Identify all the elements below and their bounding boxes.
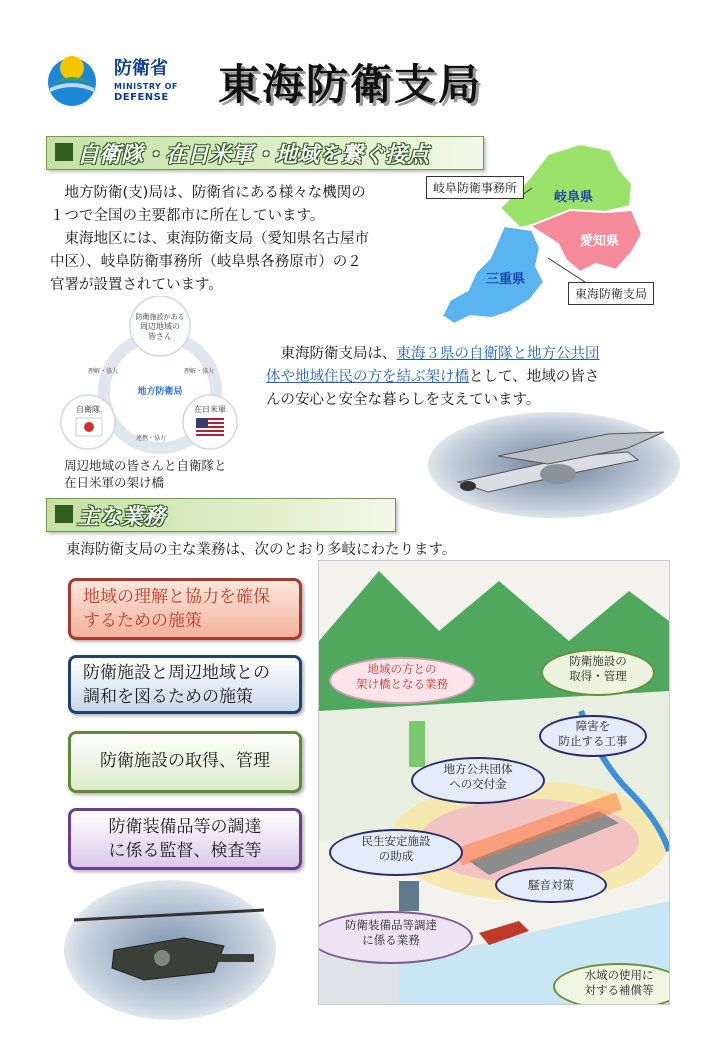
bridge-text: 東海防衛支局は、 bbox=[266, 346, 397, 362]
task-box-procurement bbox=[68, 808, 302, 870]
logo-english-line1: MINISTRY OF bbox=[114, 82, 178, 91]
bubble-line: 障害を bbox=[575, 719, 611, 733]
bubble-line: 取得・管理 bbox=[569, 669, 627, 683]
intro-line: 地方防衛(支)局は、防衛省にある様々な機関の bbox=[50, 185, 366, 201]
operations-illustration bbox=[318, 560, 670, 1005]
task-box-facility-management bbox=[68, 731, 302, 793]
bubble-line: に係る業務 bbox=[362, 933, 420, 947]
caption-line: 周辺地域の皆さんと自衛隊と bbox=[64, 458, 227, 473]
link-left-label: 理解・協力 bbox=[88, 368, 119, 375]
diagram-caption bbox=[64, 457, 227, 491]
bubble-water-use-compensation bbox=[553, 963, 670, 1005]
task-line: するための施策 bbox=[83, 611, 202, 631]
community-label bbox=[130, 312, 190, 342]
tasks-intro-text: 東海防衛支局の主な業務は、次のとおり多岐にわたります。 bbox=[66, 542, 457, 558]
bubble-line: 騒音対策 bbox=[528, 878, 574, 892]
bubble-municipal-grants bbox=[411, 757, 545, 804]
section-heading: 自衛隊・在日米軍・地域を繋ぐ接点 bbox=[77, 143, 430, 168]
defense-ministry-logo bbox=[42, 40, 192, 110]
link-bottom-label: 連携・協力 bbox=[136, 435, 167, 442]
bubble-line: 防止する工事 bbox=[558, 734, 628, 748]
tokai-office-label: 東海防衛支局 bbox=[568, 282, 654, 305]
mie-label: 三重県 bbox=[486, 272, 526, 287]
bridge-text: んの安心と安全な暮らしを支えています。 bbox=[266, 392, 541, 408]
intro-line: １つで全国の主要都市に所在しています。 bbox=[50, 208, 325, 224]
transport-aircraft-image bbox=[428, 412, 680, 518]
task-line: に係る監督、検査等 bbox=[108, 841, 262, 861]
prefecture-map-graphic bbox=[420, 140, 710, 330]
intro-line: 東海地区には、東海防衛支局（愛知県名古屋市 bbox=[50, 231, 369, 247]
bubble-obstruction-prevention bbox=[539, 715, 647, 757]
intro-line: 中区）、岐阜防衛事務所（岐阜県各務原市）の２ bbox=[50, 254, 362, 270]
task-box-harmony bbox=[68, 655, 302, 714]
banner-square-icon bbox=[55, 505, 73, 523]
section-banner-connection bbox=[46, 136, 484, 170]
sdf-label: 自衛隊 bbox=[76, 405, 100, 414]
gifu-office-label: 岐阜防衛事務所 bbox=[426, 176, 524, 199]
bubble-line: の助成 bbox=[378, 849, 414, 863]
bridge-highlight: 東海３県の自衛隊と地方公共団 bbox=[396, 346, 600, 362]
community-label-line: 皆さん bbox=[148, 332, 172, 341]
ministry-emblem-icon bbox=[42, 48, 102, 108]
bridge-text: として、地域の皆さ bbox=[469, 369, 600, 385]
relationship-diagram bbox=[60, 296, 260, 456]
usfj-label: 在日米軍 bbox=[194, 405, 226, 414]
community-label-line: 周辺地域の bbox=[140, 322, 180, 331]
intro-line: 官署が設置されています。 bbox=[50, 277, 223, 293]
task-line: 防衛施設の取得、管理 bbox=[100, 751, 270, 771]
task-line: 防衛施設と周辺地域との bbox=[83, 663, 270, 683]
bridge-highlight: 体や地域住民の方を結ぶ架け橋 bbox=[266, 369, 469, 385]
bubble-line: 対する補償等 bbox=[584, 983, 654, 997]
aichi-label: 愛知県 bbox=[580, 234, 620, 249]
logo-english-line2: DEFENSE bbox=[114, 92, 169, 103]
bubble-line: 地域の方との bbox=[367, 662, 437, 676]
bubble-facility-acquisition bbox=[541, 649, 655, 696]
bubble-civil-stability-subsidy bbox=[329, 829, 463, 876]
bridge-paragraph bbox=[266, 343, 646, 412]
task-line: 調和を図るための施策 bbox=[83, 687, 253, 707]
bubble-community-bridge bbox=[329, 657, 475, 704]
bubble-line: 水域の使用に bbox=[584, 968, 654, 982]
tokai-region-map bbox=[420, 140, 710, 330]
bubble-line: 民生安定施設 bbox=[361, 834, 431, 848]
task-line: 地域の理解と協力を確保 bbox=[83, 587, 270, 607]
helicopter-image bbox=[64, 880, 276, 1020]
us-flag-icon bbox=[196, 418, 224, 436]
link-right-label: 理解・協力 bbox=[184, 368, 215, 375]
intro-paragraph bbox=[50, 182, 416, 297]
gifu-label: 岐阜県 bbox=[554, 190, 594, 205]
task-line: 防衛装備品等の調達 bbox=[108, 817, 262, 837]
community-label-line: 防衛施設がある bbox=[135, 313, 185, 321]
city-building-shape bbox=[409, 721, 425, 767]
bubble-line: 地方公共団体 bbox=[443, 762, 513, 776]
page-title: 東海防衛支局 bbox=[218, 60, 483, 109]
local-defense-bureau-label: 地方防衛局 bbox=[137, 387, 183, 397]
bubble-line: 防衛施設の bbox=[569, 654, 627, 668]
section-heading: 主な業務 bbox=[77, 505, 166, 530]
logo-japanese-text: 防衛省 bbox=[114, 58, 168, 79]
task-box-community-understanding bbox=[68, 578, 302, 640]
banner-square-icon bbox=[55, 143, 73, 161]
bubble-line: 架け橋となる業務 bbox=[356, 677, 448, 691]
bubble-line: 防衛装備品等調達 bbox=[345, 918, 437, 932]
caption-line: 在日米軍の架け橋 bbox=[64, 475, 165, 490]
bubble-noise-measures bbox=[495, 867, 607, 903]
bubble-line: への交付金 bbox=[449, 777, 507, 791]
section-banner-main-tasks bbox=[46, 498, 396, 532]
